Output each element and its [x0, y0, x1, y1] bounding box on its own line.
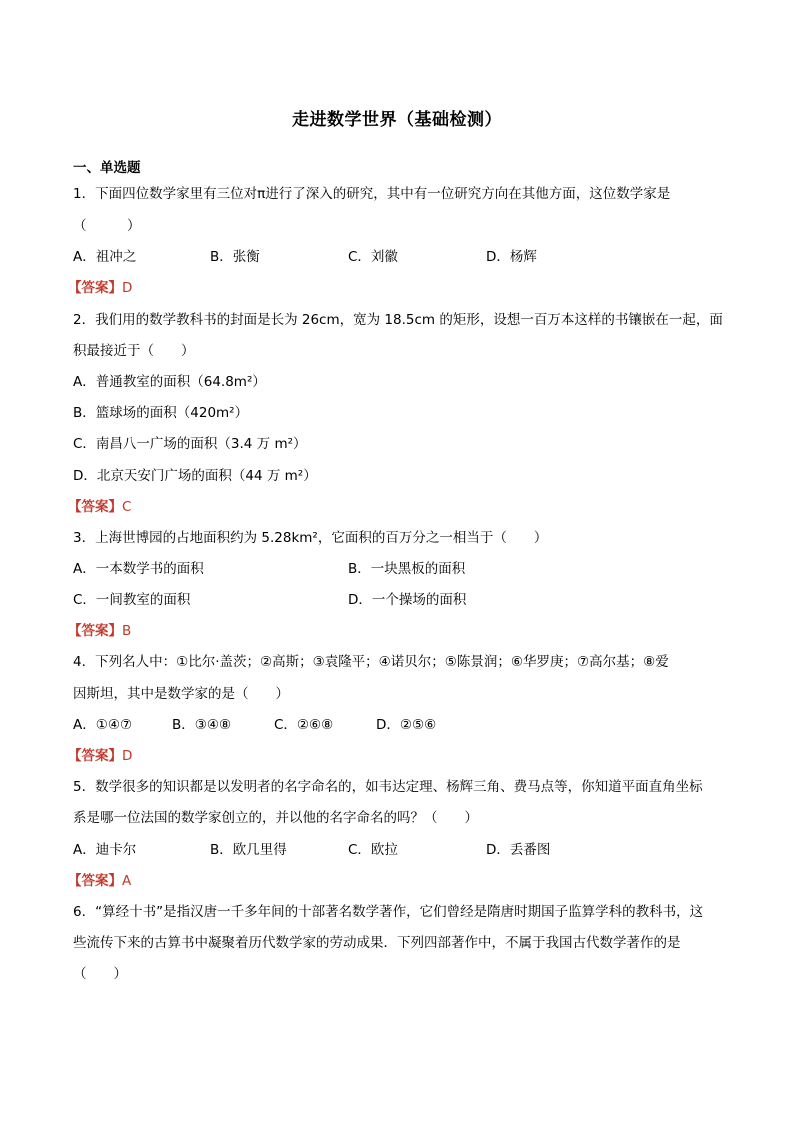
q4-option-d: D．②⑤⑥	[376, 717, 437, 733]
answer-value: B	[122, 623, 132, 639]
q5-text-line2: 系是哪一位法国的数学家创立的，并以他的名字命名的吗？（ ）	[73, 810, 478, 826]
q2-option-c: C．南昌八一广场的面积（3.4 万 m²）	[73, 436, 307, 452]
answer-tag: 【答案】	[68, 748, 122, 764]
q1-option-d: D．杨辉	[486, 249, 537, 265]
q6-text-line1: 6．“算经十书”是指汉唐一千多年间的十部著名数学著作，它们曾经是隋唐时期国子监算学科的教科书，这	[73, 904, 704, 920]
q5-answer	[68, 871, 131, 891]
answer-value: D	[122, 748, 133, 764]
q5-text-line1: 5．数学很多的知识都是以发明者的名字命名的，如韦达定理、杨辉三角、费马点等，你知道平面直角坐标	[73, 779, 703, 795]
q5-option-d: D．丢番图	[486, 842, 551, 858]
q1-option-a: A．祖冲之	[73, 249, 137, 265]
q2-option-d: D．北京天安门广场的面积（44 万 m²）	[73, 468, 317, 484]
q2-answer	[68, 497, 131, 517]
q3-option-b: B．一块黑板的面积	[348, 561, 466, 577]
q3-answer	[68, 621, 131, 641]
q5-option-a: A．迪卡尔	[73, 842, 137, 858]
q4-option-b: B．③④⑧	[172, 717, 232, 733]
q4-text-line2: 因斯坦，其中是数学家的是（ ）	[73, 686, 289, 702]
q6-text-line3: （ ）	[73, 966, 127, 982]
q2-option-b: B．篮球场的面积（420m²）	[73, 405, 249, 421]
answer-tag: 【答案】	[68, 873, 122, 889]
answer-tag: 【答案】	[68, 280, 122, 296]
q6-text-line2: 些流传下来的古算书中凝聚着历代数学家的劳动成果．下列四部著作中，不属于我国古代数学著作的是	[73, 935, 681, 951]
q3-text-line1: 3．上海世博园的占地面积约为 5.28km²，它面积的百万分之一相当于（ ）	[73, 530, 548, 546]
section-heading: 一、单选题	[73, 160, 141, 176]
q2-text-line2: 积最接近于（ ）	[73, 343, 195, 359]
answer-value: D	[122, 280, 133, 296]
answer-value: A	[122, 873, 132, 889]
q1-text-line1: 1．下面四位数学家里有三位对π进行了深入的研究，其中有一位研究方向在其他方面，这位数学家是	[73, 186, 671, 202]
answer-value: C	[122, 499, 132, 515]
q5-option-b: B．欧几里得	[210, 842, 287, 858]
q4-answer	[68, 746, 132, 766]
q4-text-line1: 4．下列名人中：①比尔·盖茨；②高斯；③袁隆平；④诺贝尔；⑤陈景润；⑥华罗庚；⑦高尔基；⑧爱	[73, 654, 669, 670]
q1-text-line2: （ ）	[73, 218, 141, 234]
answer-tag: 【答案】	[68, 623, 122, 639]
q1-answer	[68, 278, 132, 298]
q5-option-c: C．欧拉	[348, 842, 398, 858]
q4-option-c: C．②⑥⑧	[274, 717, 334, 733]
page-title: 走进数学世界（基础检测）	[292, 110, 502, 130]
q3-option-c: C．一间教室的面积	[73, 592, 191, 608]
q1-option-c: C．刘徽	[348, 249, 398, 265]
q1-option-b: B．张衡	[210, 249, 260, 265]
q4-option-a: A．①④⑦	[73, 717, 133, 733]
q2-option-a: A．普通教室的面积（64.8m²）	[73, 374, 266, 390]
q3-option-a: A．一本数学书的面积	[73, 561, 204, 577]
q3-option-d: D．一个操场的面积	[348, 592, 467, 608]
q2-text-line1: 2．我们用的数学教科书的封面是长为 26cm，宽为 18.5cm 的矩形，设想一百万本这样的书镶嵌在一起，面	[73, 312, 723, 328]
answer-tag: 【答案】	[68, 499, 122, 515]
